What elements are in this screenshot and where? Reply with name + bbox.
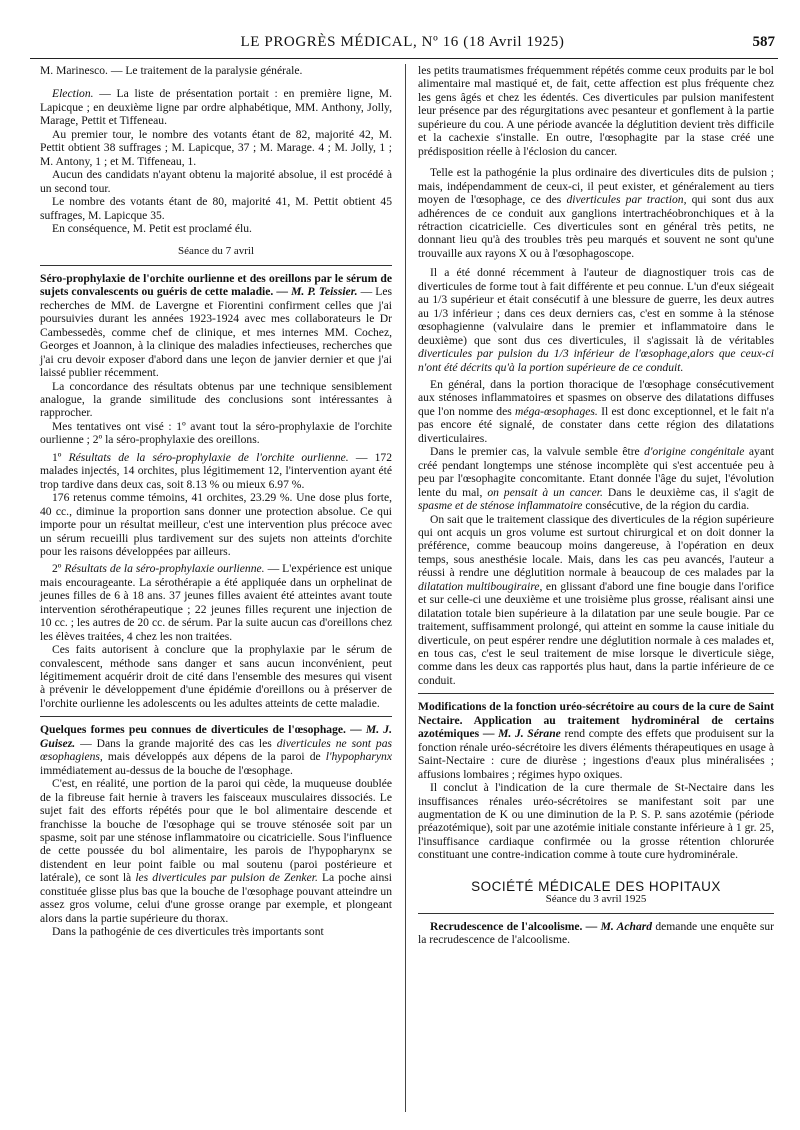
- concordance-paragraph: La concordance des résultats obtenus par une technique sensiblement analogue, la grande similitude des conclusions sont intéressantes à rapprocher.: [40, 379, 392, 420]
- running-title: LE PROGRÈS MÉDICAL, Nº 16 (18 Avril 1925): [240, 34, 565, 50]
- quelques-italic-2: l'hypopharynx: [325, 750, 392, 764]
- recru-author: M. Achard: [600, 919, 653, 933]
- page-header: [30, 34, 775, 54]
- res1-title: Résultats de la séro-prophylaxie de l'orchite ourlienne.: [68, 450, 349, 464]
- res1-num: 1º: [52, 450, 69, 464]
- societe-heading: SOCIÉTÉ MÉDICALE DES HOPITAUX: [471, 878, 721, 894]
- telle-text-2: qui sont dus aux adhérences de ce conduit aux ganglions intertrachéobronchiques et à la rétraction cicatricielle. Ces diverticules sont en général très petits, ne donnant lieu qu'à des troubles très peu marqués et souvent ne sont qu'une trouvaille aux rayons X ou à l'œsophagoscope.: [418, 193, 774, 260]
- left-column: [40, 64, 392, 939]
- consequence-paragraph: En conséquence, M. Petit est proclamé élu.: [52, 221, 252, 235]
- sero-author: M. P. Teissier.: [291, 285, 358, 299]
- realite-text-1: C'est, en réalité, une portion de la paroi qui cède, la muqueuse doublée de la fibreuse fait hernie à travers les faisceaux musculaires dissociés. Le sujet fait des efforts répétés pour que le bol alimentaire descende et franchisse la bouche de l'œsophage qui se trouve sténosée soit par un spasme, soit par une sténose inflammatoire ou cicatricielle. Sous l'influence de cette poussée du bol alimentaire, les parois de l'hypopharynx se distendent en leur point faible ou mal soutenu (paroi postérieure et latérale), ce sont là: [40, 777, 392, 885]
- modif-title: Modifications de la fonction uréo-sécrétoire au cours de la cure de Saint Nectaire. Application au traitement hydrominéral de certains azotémiques —: [418, 700, 774, 741]
- election-text: — La liste de présentation portait : en première ligne, M. Lapicque ; en deuxième ligne par ordre alphabétique, MM. Anthony, Jolly, Marage, Pettit et Tiffeneau.: [40, 87, 392, 128]
- recru-text: demande une enquête sur la recrudescence de l'alcoolisme.: [418, 919, 774, 947]
- donne-italic: diverticules par pulsion du 1/3 inférieur de l'œsophage,alors que ceux-ci n'ont été décrits qu'à la portion supérieure de ce conduit.: [418, 347, 774, 374]
- premier-italic-2: on pensait à un cancer.: [487, 485, 603, 499]
- premier-text-4: consécutive, de la région du cardia.: [582, 499, 750, 513]
- sero-title: Séro-prophylaxie de l'orchite ourlienne et des oreillons par le sérum de sujets convalescents ou guéris de cette maladie. —: [40, 271, 392, 299]
- res2-num: 2º: [52, 562, 65, 576]
- page-number: 587: [752, 34, 775, 50]
- seance-7-avril: Séance du 7 avril: [177, 245, 255, 258]
- on-sait-paragraph: [418, 513, 774, 688]
- premier-italic-3: spasme et de sténose inflammatoire: [418, 499, 583, 513]
- section-separator-3: [418, 693, 774, 694]
- faits-paragraph: Ces faits autorisent à conclure que la prophylaxie par le sérum de convalescent, méthode sans danger et sans aucun inconvénient, peut légitimement acquérir droit de cité dans l'ensemble des mesures qui visent à prévenir le développement d'une épidémie d'oreillons ou à préserver de l'orchite ourlienne les adolescents ou les adultes atteints de cette maladie.: [40, 643, 392, 710]
- realite-paragraph: [40, 777, 392, 925]
- premier-text-1: Dans le premier cas, la valvule semble être: [430, 445, 645, 459]
- realite-italic: les diverticules par pulsion de Zenker.: [135, 871, 318, 885]
- column-divider: [405, 64, 406, 1112]
- general-paragraph: [418, 378, 774, 445]
- recru-title: Recrudescence de l'alcoolisme. —: [430, 919, 601, 933]
- onsait-italic: dilatation multibougiraire,: [418, 579, 543, 593]
- premier-italic-1: d'origine congénitale: [644, 445, 745, 459]
- quelques-text-1: — Dans la grande majorité des cas les: [75, 736, 277, 750]
- general-italic: méga-œsophages.: [515, 404, 598, 418]
- res2-title: Résultats de la séro-prophylaxie ourlienne.: [64, 562, 265, 576]
- quelques-text-2: mais développés aux dépens de la paroi de: [102, 750, 326, 764]
- quelques-author: M. J. Guisez.: [40, 723, 392, 750]
- premier-text-3: Dans le deuxième cas, il s'agit de: [602, 485, 774, 499]
- general-text-2: Il est donc exceptionnel, et le fait n'a pas encore été signalé, de constater dans cette région des dilatations diverticulaires.: [418, 404, 774, 445]
- telle-italic: diverticules par traction,: [566, 193, 687, 207]
- election-paragraph: [40, 87, 392, 127]
- election-lead: Election.: [52, 87, 94, 101]
- premier-cas-paragraph: [418, 445, 774, 512]
- temoins-paragraph: 176 retenus comme témoins, 41 orchites, 23.29 %. Une dose plus forte, 40 cc., diminue la proportion sans donner une protection absolue. Ce qui importe pour un résultat meilleur, c'est une intervention plus précoce avec un sérum recueilli plus tardivement sur des sujets non atteints d'orchite pour les raisons développées par ailleurs.: [40, 491, 392, 558]
- sero-paragraph: [40, 272, 392, 380]
- resultats-1-paragraph: [40, 451, 392, 491]
- section-separator: [40, 265, 392, 266]
- quelques-italic-1: diverticules ne sont pas œsophagiens,: [40, 736, 393, 764]
- premier-tour-paragraph: Au premier tour, le nombre des votants étant de 82, majorité 42, M. Pettit obtient 38 suffrages ; M. Lapicque, 37 ; M. Marage. 4 ; M. Jolly, 1 ; M. Antony, 1 ; et M. Tiffeneau, 1.: [40, 127, 392, 168]
- seance-3-avril: Séance du 3 avril 1925: [545, 893, 647, 906]
- dans-la-paragraph: Dans la pathogénie de ces diverticules très importants sont: [52, 925, 324, 939]
- donne-paragraph: [418, 266, 774, 374]
- nombre-paragraph: Le nombre des votants étant de 80, majorité 41, M. Pettit obtient 45 suffrages, M. Lapicque 35.: [40, 195, 392, 222]
- general-text-1: En général, dans la portion thoracique de l'œsophage consécutivement aux sténoses inflammatoires et spasmes on observe des dilatations diffuses que l'on nomme des: [418, 377, 774, 418]
- aucun-paragraph: Aucun des candidats n'ayant obtenu la majorité absolue, il est procédé à un second tour.: [40, 168, 392, 195]
- resultats-2-paragraph: [40, 562, 392, 643]
- quelques-text-3: immédiatement au-dessus de la bouche de l'œsophage.: [40, 763, 293, 777]
- realite-text-2: La poche ainsi constituée glisse plus bas que la bouche de l'œsophage pouvant atteindre un assez gros volume, celui d'une grosse orange par exemple, et plongeant alors dans la partie supérieure du thorax.: [40, 871, 392, 925]
- section-separator-2: [40, 716, 392, 717]
- recrudescence-paragraph: [418, 920, 774, 947]
- conclut-paragraph: Il conclut à l'indication de la cure thermale de St-Nectaire dans les insuffisances rénales uréo-sécrétoires se manifestant soit par une augmentation de K ou une diminution de la P. S. P. sans azotémie (période préazotémique), soit par une azotémie initiale constante inférieure à 1 gr. 25, l'insuffisance cardiaque confirmée ou la grosse rétention chlorurée constituant une contre-indication comme à toute cure hydrominérale.: [418, 781, 774, 862]
- premier-text-2: ayant créé pendant longtemps une sténose incomplète qui s'est accentuée peu à peu par l'œsophagite concomitante. Etant donnée l'âge du sujet, l'évolution lente du mal,: [418, 445, 774, 499]
- petits-paragraph: les petits traumatismes fréquemment répétés comme ceux produits par le bol alimentaire mal mastiqué et, de fait, cette affection est plus fréquente chez les gens âgés et chez les édentés. Ces diverticules par pulsion manifestent leur présence par des régurgitations avec pesanteur et gonflement à la partie supérieure du cou. A une période avancée la déglutition devient très difficile et la cachexie s'installe. En outre, l'œsophagite par la stase créé une prédisposition réelle à l'éclosion du cancer.: [418, 64, 774, 158]
- modif-paragraph: [418, 700, 774, 781]
- modif-text: rend compte des effets que produisent sur la fonction rénale uréo-sécrétoire les divers éléments thérapeutiques en usage à Saint-Nectaire : cure de diurèse ; ingestions d'eaux plus minéralisées ; affusions lombaires ; régimes hypo oxiques.: [418, 727, 774, 781]
- tentatives-paragraph: Mes tentatives ont visé : 1º avant tout la séro-prophylaxie de l'orchite ourlienne ; 2º la séro-prophylaxie des oreillons.: [40, 419, 392, 447]
- marinesco-paragraph: M. Marinesco. — Le traitement de la paralysie générale.: [40, 64, 303, 77]
- donne-text-1: Il a été donné récemment à l'auteur de diagnostiquer trois cas de diverticules de forme tout à fait différente et peu connue. L'un d'eux siégeait au 1/3 supérieur et était consécutif à une blessure de guerre, les deux autres au 1/3 inférieur ; dans ces deux derniers cas, c'est en somme à la sténose œsophagienne (valvulaire dans le premier et inflammatoire dans le deuxième) que sont dus ces diverticules, il s'agissait là de véritables: [418, 266, 774, 347]
- telle-paragraph: [418, 166, 774, 260]
- header-rule: [30, 58, 778, 59]
- res1-text: — 172 malades injectés, 14 orchites, plus légitimement 12, l'intervention ayant été trop tardive dans deux cas, soit 8.13 % ou mieux 6.97 %.: [40, 450, 393, 491]
- res2-text: — L'expérience est unique mais encourageante. La sérothérapie a été appliquée dans un orphelinat de jeunes filles de 6 à 18 ans. 37 jeunes filles avaient été atteintes avant toute intervention sérothérapeutique ; 22 jeunes filles reçurent une injection de 10 cc. ; les autres de 20 cc. de sérum. Par la suite aucun cas d'oreillons chez les élèves traitées, 4 chez les non traitées.: [40, 562, 392, 643]
- right-column: [418, 64, 774, 947]
- quelques-title: Quelques formes peu connues de diverticules de l'œsophage. —: [40, 723, 366, 737]
- sero-text: — Les recherches de MM. de Lavergne et Fiorentini confirment celles que j'ai poursuivies durant les années 1923-1924 avec mes collaborateurs le Dr Cambessedès, comme chef de clinique, et mes internes MM. Cochez, Georges et Joannon, à la clinique des maladies infectieuses, recherches que j'ai cru devoir exposer d'abord dans une leçon de janvier dernier et que j'ai laissé publier récemment.: [40, 285, 392, 380]
- onsait-text-2: en glissant d'abord une fine bougie dans l'orifice et sur celle-ci une deuxième et une troisième plus grosse, réalisant ainsi une dilatation totale bien supérieure à la dilatation par une seule bougie. Par ce traitement, suffisamment prolongé, qui atteint en somme la cause initiale du diverticule, on peut espérer rendre une déglutition normale à ces malades et, en tous cas, c'est le seul traitement de mise lorsque le diverticule siège, comme dans les deux cas rapportés plus haut, dans la partie inférieure de ce conduit.: [418, 579, 774, 687]
- onsait-text-1: On sait que le traitement classique des diverticules de la région supérieure qui ont acquis un gros volume est surtout chirurgical et on doit donner la préférence, comme beaucoup moins dangereuse, à l'opération en deux temps, sous anesthésie locale. Mais, dans les cas peu avancés, l'auteur a réussi à rendre une déglutition normale à beaucoup de ces malades par la: [418, 512, 774, 580]
- telle-text-1: Telle est la pathogénie la plus ordinaire des diverticules dits de pulsion ; mais, indépendamment de ceux-ci, il peut exister, et généralement au tiers moyen de l'œsophage, ce des: [418, 166, 774, 207]
- quelques-paragraph: [40, 723, 392, 777]
- section-separator-4: [418, 913, 774, 914]
- modif-author: M. J. Sérane: [498, 727, 561, 741]
